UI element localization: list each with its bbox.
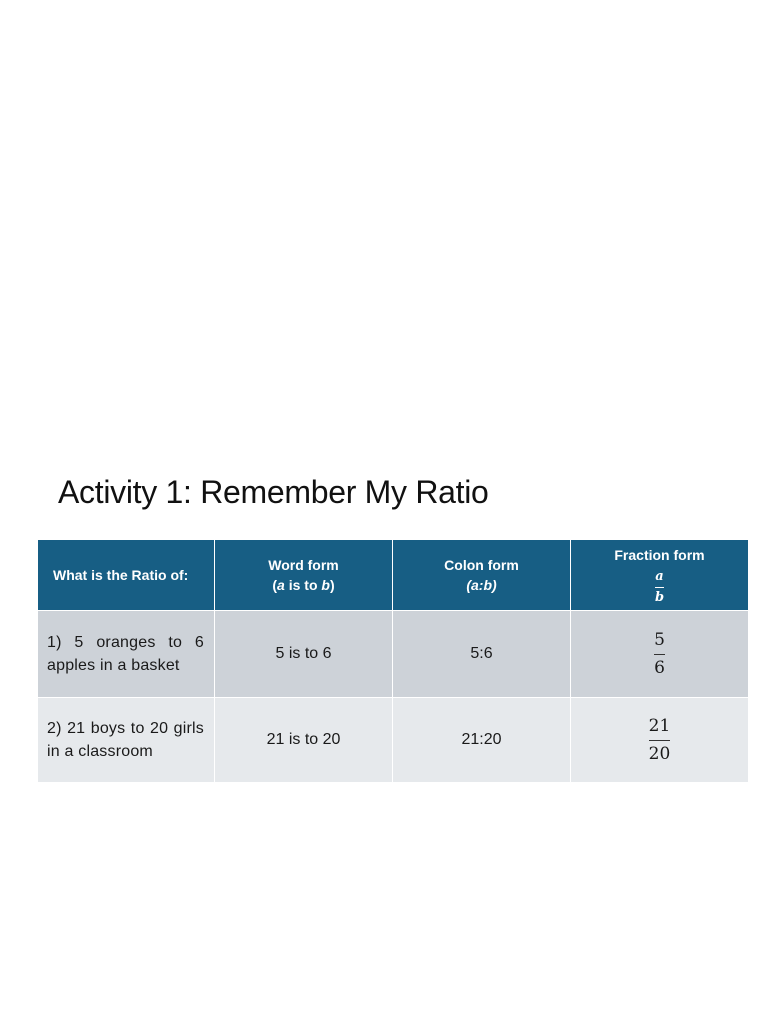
row-fraction-form — [571, 698, 749, 783]
row-colon-form: 5:6 — [393, 611, 571, 698]
fraction-bar — [654, 654, 665, 655]
header-fraction-form — [571, 540, 749, 611]
row-word-form: 21 is to 20 — [215, 698, 393, 783]
header-word-form-pattern: (a is to b) — [272, 577, 335, 593]
header-fraction-numerator: a — [655, 568, 664, 584]
fraction-bar — [649, 740, 671, 741]
row-question: 1) 5 oranges to 6 apples in a basket — [38, 611, 215, 698]
fraction-numerator: 21 — [648, 715, 671, 736]
page-title: Activity 1: Remember My Ratio — [58, 474, 489, 510]
header-colon-form — [393, 540, 571, 611]
ratio-table — [37, 539, 749, 783]
fraction-numerator: 5 — [654, 629, 665, 650]
fraction-denominator: 6 — [654, 657, 665, 678]
fraction-bar — [655, 587, 664, 588]
header-fraction-denominator: b — [654, 590, 665, 605]
header-colon-form-title: Colon form — [444, 557, 519, 573]
header-fraction-form-title: Fraction form — [614, 546, 705, 563]
header-question: What is the Ratio of: — [38, 540, 215, 611]
row-colon-form: 21:20 — [393, 698, 571, 783]
row-fraction-form — [571, 611, 749, 698]
table-row — [38, 611, 749, 698]
row-word-form: 5 is to 6 — [215, 611, 393, 698]
fraction — [649, 717, 671, 763]
header-fraction-symbol — [655, 570, 664, 606]
fraction-denominator: 20 — [648, 743, 671, 764]
fraction — [654, 631, 665, 677]
header-word-form — [215, 540, 393, 611]
header-word-form-title: Word form — [268, 557, 339, 573]
table-row — [38, 698, 749, 783]
table-header-row — [38, 540, 749, 611]
row-question: 2) 21 boys to 20 girls in a classroom — [38, 698, 215, 783]
header-colon-form-pattern: (a:b) — [466, 577, 497, 593]
